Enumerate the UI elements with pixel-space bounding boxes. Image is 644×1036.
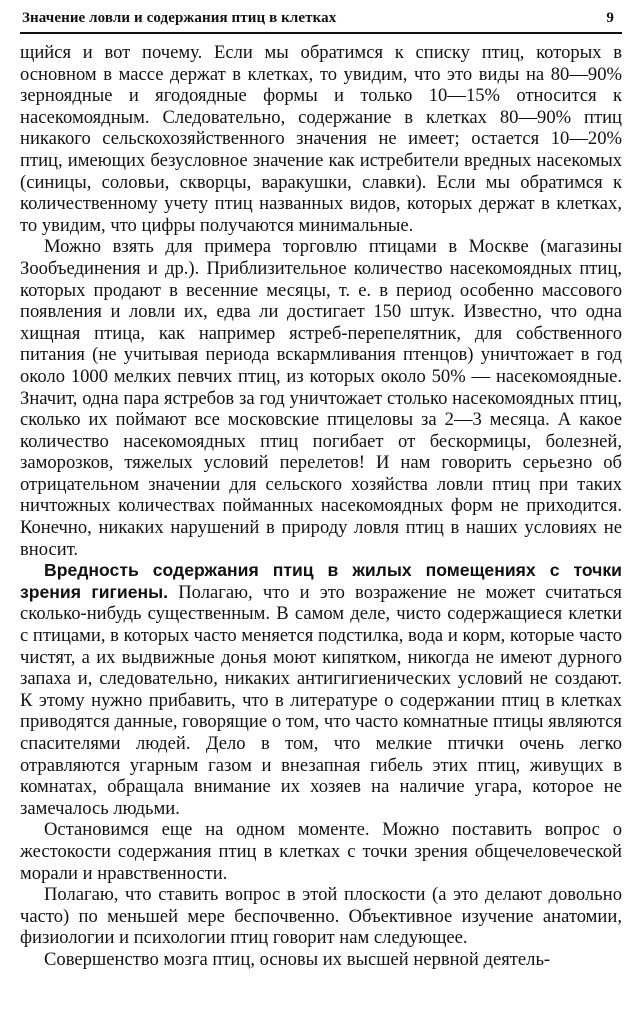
paragraph-1: щийся и вот почему. Если мы обратимся к списку птиц, которых в основном в массе держат в клетках, то увидим, что это виды на 80—90% зерноядные и ягодоядные формы и только 10—15% относится к насекомоядным. Следовательно, содержание в клетках 80—90% птиц никакого сельскохозяйственного значения не имеет; остается 10—20% птиц, имеющих безусловное значение как истребители вредных насекомых (синицы, соловьи, скворцы, варакушки, славки). Если мы обратимся к количественному учету птиц названных видов, которых держат в клетках, то увидим, что цифры получаются минимальные. (20, 42, 622, 236)
page-number: 9 (606, 10, 614, 26)
paragraph-5: Полагаю, что ставить вопрос в этой плоскости (а это делают довольно часто) по меньшей мере беспочвенно. Объективное изучение анатомии, физиологии и психологии птиц говорит нам следующее. (20, 884, 622, 949)
paragraph-4: Остановимся еще на одном моменте. Можно поставить вопрос о жестокости содержания птиц в клетках с точки зрения общечеловеческой морали и нравственности. (20, 819, 622, 884)
running-head (20, 10, 622, 34)
paragraph-lead-heading: Вредность содержания птиц в жилых помещениях с точки зрения гигиены. (20, 560, 622, 602)
paragraph-6: Совершенство мозга птиц, основы их высшей нервной деятель- (44, 948, 551, 970)
paragraph-3: Вредность содержания птиц в жилых помещениях с точки зрения гигиены. Полагаю, что и это возражение не может считаться сколько-нибудь существенным. В самом деле, чисто содержащиеся клетки с птицами, в которых часто меняется подстилка, вода и корм, которые часто чистят, а их выдвижные донья моют кипятком, никогда не имеют дурного запаха и, следовательно, никаких антигигиенических условий не создают. К этому нужно прибавить, что в литературе о содержании птиц в клетках приводятся данные, говорящие о том, что часто комнатные птицы являются спасителями людей. Дело в том, что мелкие птички очень легко отравляются угарным газом и внезапная гибель этих птиц, живущих в комнатах, обращала внимание их хозяев на наличие угара, которое не замечалось людьми. (20, 560, 622, 819)
body-text (20, 42, 622, 971)
paragraph-2: Можно взять для примера торговлю птицами в Москве (магазины Зообъединения и др.). Приблизительное количество насекомоядных птиц, которых продают в весенние месяцы, т. е. в период особенно массового появления и ловли их, едва ли достигает 150 штук. Известно, что одна хищная птица, как например ястреб-перепелятник, для собственного питания (не учитывая периода вскармливания птенцов) уничтожает в год около 1000 мелких певчих птиц, из которых около 50% — насекомоядные. Значит, одна пара ястребов за год уничтожает столько насекомоядных птиц, сколько их поймают все московские птицеловы за 2—3 месяца. А какое количество насекомоядных птиц погибает от бескормицы, болезней, заморозков, тяжелых условий перелетов! И нам говорить серьезно об отрицательном значении для сельского хозяйства ловли птиц при таких ничтожных количествах пойманных насекомоядных форм не приходится. Конечно, никаких нарушений в природу ловля птиц в наших условиях не вносит. (20, 236, 622, 560)
running-head-title: Значение ловли и содержания птиц в клетках (22, 10, 337, 26)
